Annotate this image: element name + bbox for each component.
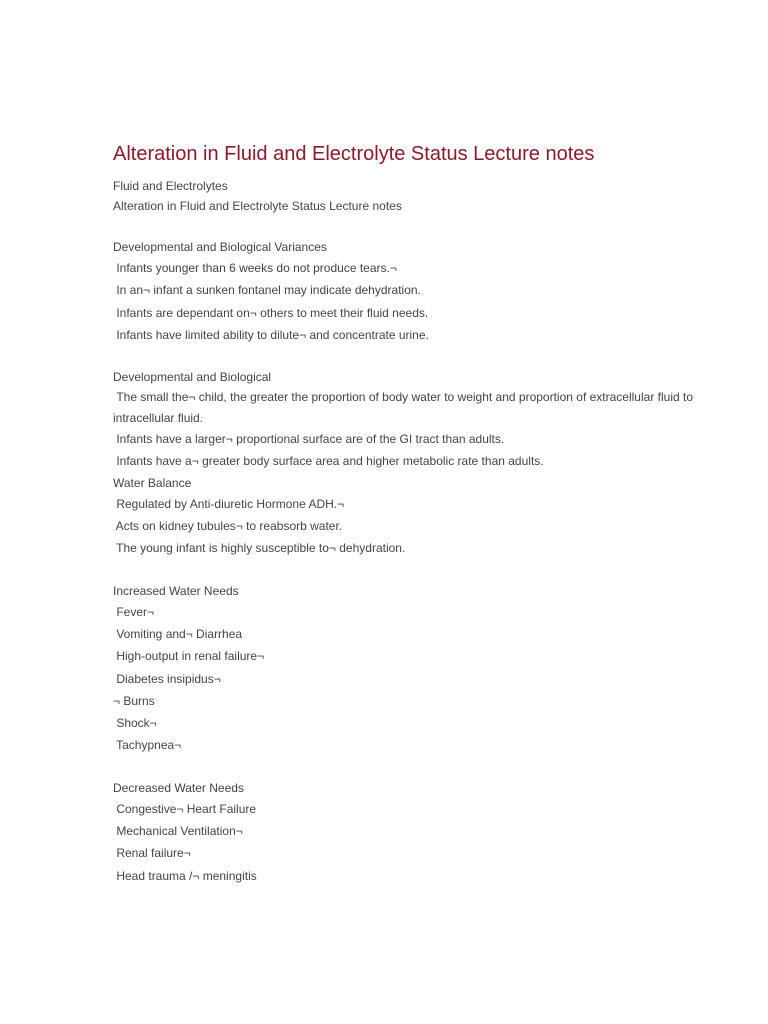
list-item: Renal failure¬ [113,846,191,861]
section-heading: Developmental and Biological Variances [113,240,327,254]
paragraph: The small the¬ child, the greater the proportion of body water to weight and proportion of extracellular fluid to intracellular fluid. [113,390,697,425]
spacer [113,346,733,367]
list-item: Fever¬ [113,604,155,619]
list-item: Diabetes insipidus¬ [113,671,221,686]
list-item: Infants have a larger¬ proportional surface are of the GI tract than adults. [113,432,505,447]
list-item: Infants have a¬ greater body surface area and higher metabolic rate than adults. [113,454,544,469]
list-item: Regulated by Anti-diuretic Hormone ADH.¬ [113,496,345,511]
list-item: Vomiting and¬ Diarrhea [113,626,243,641]
section-heading: Water Balance [113,475,192,490]
list-item: Head trauma /¬ meningitis [113,868,257,883]
spacer [113,560,733,581]
spacer [113,757,733,778]
list-item: High-output in renal failure¬ [113,649,265,664]
intro-line: Alteration in Fluid and Electrolyte Status Lecture notes [113,199,402,213]
list-item: Infants are dependant on¬ others to meet their fluid needs. [113,305,429,320]
list-item: Tachypnea¬ [113,738,182,753]
section-heading: Developmental and Biological [113,370,272,385]
section-developmental-biological [113,367,733,473]
section-heading: Decreased Water Needs [113,780,244,795]
section-heading: Increased Water Needs [113,583,239,598]
list-item: Infants have limited ability to dilute¬ and concentrate urine. [113,327,429,342]
spacer [113,216,733,237]
list-item: Acts on kidney tubules¬ to reabsorb water. [113,519,343,534]
section-water-balance [113,473,733,560]
section-increased-water-needs [113,581,733,757]
list-item: Mechanical Ventilation¬ [113,824,243,839]
list-item: Infants younger than 6 weeks do not produce tears.¬ [113,261,397,275]
document-title: Alteration in Fluid and Electrolyte Status Lecture notes [113,143,595,165]
list-item: In an¬ infant a sunken fontanel may indicate dehydration. [113,283,421,298]
section-developmental-variances [113,237,733,346]
intro-line: Fluid and Electrolytes [113,179,228,193]
list-item: ¬ Burns [113,693,155,708]
section-decreased-water-needs [113,778,733,887]
list-item: The young infant is highly susceptible to¬ dehydration. [113,541,406,556]
list-item: Shock¬ [113,716,157,731]
list-item: Congestive¬ Heart Failure [113,801,257,816]
document-page [113,141,733,887]
